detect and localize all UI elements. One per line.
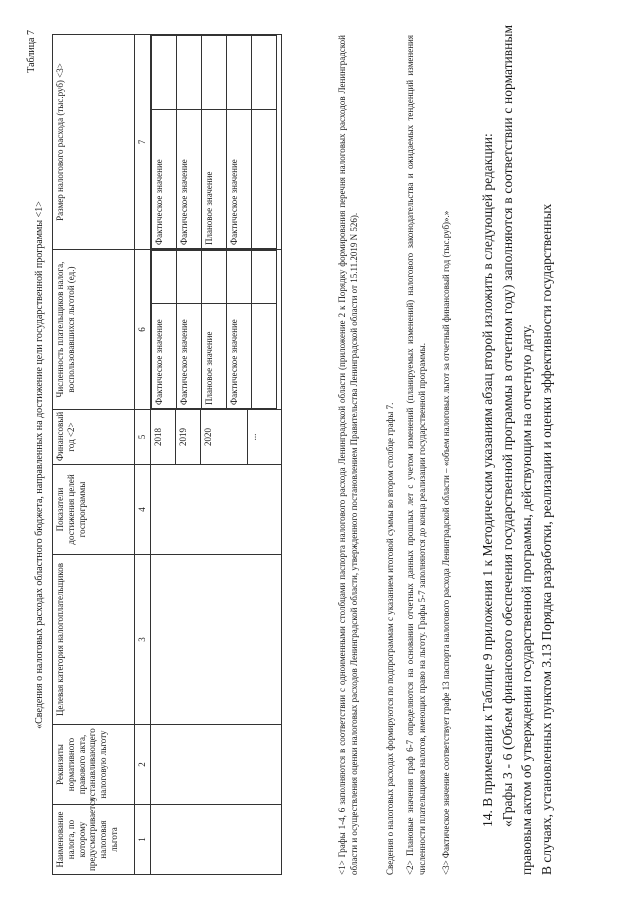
year-2018: 2018 — [151, 410, 176, 464]
col-number: 2 — [135, 725, 151, 805]
year-2019: 2019 — [176, 410, 201, 464]
col-number: 1 — [135, 805, 151, 875]
header-legal-act: Реквизиты нормативного правового акта, устанавливающего налоговую льготу — [53, 725, 135, 805]
col-number: 4 — [135, 465, 151, 555]
tax-expenditure-table — [52, 34, 282, 875]
body-text — [478, 25, 556, 875]
footnote-2: <2> Плановые значения граф 6-7 определяются на основании отчетных данных прошлых лет с учетом изменений (планируемых изменений) налогового законодательства и ожидаемых тенденций изменения численности плательщиков налогов, имеющих право на льготу. Графы 5-7 заполняются до конца реализации государственной программы. — [405, 35, 428, 875]
label-actual: Фактическое значение — [151, 304, 176, 409]
label-actual: Фактическое значение — [176, 304, 201, 409]
table-title: «Сведения о налоговых расходах областного бюджета, направленных на достижение цели государственной программы <1> — [34, 201, 45, 729]
label-actual: Фактическое значение — [151, 109, 176, 248]
label-planned: Плановое значение — [201, 109, 226, 248]
header-indicators: Показатели достижения целей госпрограммы — [53, 465, 135, 555]
col-number: 6 — [135, 250, 151, 410]
label-actual: Фактическое значение — [226, 109, 251, 248]
header-target-category: Целевая категория налогоплательщиков — [53, 555, 135, 725]
table-label: Таблица 7 — [26, 30, 37, 73]
paragraph-columns: «Графы 3 - 6 (Объем финансового обеспечения государственной программы в отчетном году) заполняются в соответствии с нормативным правовым актом об утверждении государственной программы, действующим на отчетную дату. — [499, 25, 535, 875]
payers-subtable — [151, 250, 277, 409]
footnote-3: <3> Фактическое значение соответствует графе 13 паспорта налогового расхода Ленинградской области – «объем налоговых льгот за отчетный финансовый год (тыс.руб)».» — [441, 210, 451, 875]
paragraph-cases: В случаях, установленных пунктом 3.13 Порядка разработки, реализации и оценки эффективности государственных — [538, 203, 554, 875]
year-2020: 2020 — [201, 410, 248, 464]
footnote-summary: Сведения о налоговых расходах формируются по подпрограммам с указанием итоговой суммы во втором столбце графы 7. — [385, 402, 395, 875]
year-ellipsis: ... — [247, 433, 258, 441]
col-number: 5 — [135, 410, 151, 465]
label-actual: Фактическое значение — [226, 304, 251, 409]
cell-empty — [150, 465, 281, 555]
cell-empty — [150, 725, 281, 805]
col-number: 7 — [135, 35, 151, 250]
cell-empty — [150, 805, 281, 875]
label-actual: Фактическое значение — [176, 109, 201, 248]
header-expenditure-size: Размер налогового расхода (тыс.руб) <3> — [53, 35, 135, 250]
paragraph-14: 14. В примечании к Таблице 9 приложения 1 к Методическим указаниям абзац второй изложить в следующей редакции: — [480, 133, 495, 827]
expenditure-subtable — [151, 35, 277, 249]
cell-empty — [150, 555, 281, 725]
footnote-1: <1> Графы 1-4, 6 заполняются в соответствии с одноименными столбцами паспорта налогового расхода Ленинградской области (приложение 2 к Порядку формирования перечня налоговых расходов Ленинградской области и осуществления оценки налоговых расходов Ленинградской области, утвержденного постановлением Правительства Ленинградской области от 15.11.2019 N 526). — [337, 35, 360, 875]
header-fiscal-year: Финансовый год <2> — [53, 410, 135, 465]
label-planned: Плановое значение — [201, 304, 226, 409]
header-tax-name: Наименование налога, по которому предусматривается налоговая льгота — [53, 805, 135, 875]
header-payers-count: Численность плательщиков налога, воспользовавшихся льготой (ед.) — [53, 250, 135, 410]
col-number: 3 — [135, 555, 151, 725]
